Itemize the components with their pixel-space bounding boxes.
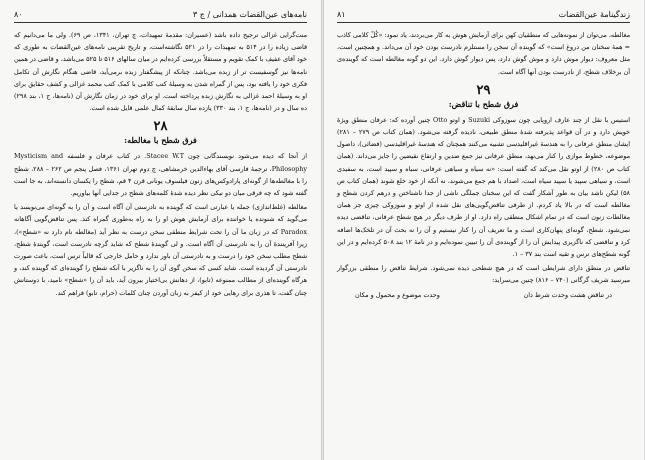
section-title: فرق شطح با مغالطه: [124, 135, 197, 146]
right-page-number: ۸۱ [337, 10, 346, 19]
left-page [0, 0, 322, 460]
book-binding [321, 0, 324, 460]
poem-verse [337, 289, 630, 301]
right-running-title: زندگینامهٔ عین‌القضات [558, 10, 630, 19]
left-paragraph: منت‌گرایی غزالی ترجیح داده باشد (عسیران: مقدمهٔ تمهیدات، چ تهران، ۱۳۴۱، ص ۶۹). ولی ما می‌دانیم که قاضی زیاده را در ۵۱۴ به تمهیدات را در ۵۲۱ نگاشته‌است، و تاریخ تقریبی نامه‌های عین‌القضات به طوری که خود آقای عفیف با کمک تقویم و مستقلاً بررسی کرده‌ایم در میان سالهای ۵۱۶ تا ۵۲۵ می‌باشد، و قاضی در همین نامه‌ها نیز گوسفیست تر از زبده می‌باشد. چنانکه از پیشگفتار زبده برمی‌آید، قاضی هنگام نگارش آن تکامل فکری خود را یافته بود، پس از گمراه شدن به وسیلهٔ کتب کلامی با کمک کتب محمد غزالی و کشف حقایق برای او به وسیلهٔ احمد غزالی به نگارش زبده پرداخته است. او برای خود در زمان نگارش آن (نامه‌ها، ج ۱، بند ۲۹۸) ده سال و در (نامه‌ها، ج ۱، بند ۳۳۰) یازده سال سابقهٔ کمال علمی قایل شده است. [14, 31, 308, 113]
left-paragraph: از آنجا که دیده می‌شود نویسندگانی چون Stacee W.T. در کتاب عرفان و فلسفه Mysticism and Philosophy، ترجمهٔ فارسی آقای بهاءالدین خرمشاهی، چ دوم تهران ۱۳۶۱، فصل پنجم ص ۲۶۲ – ۲۸۸، شطح را با مغالطه‌ها از گونه‌ای پارادوکس‌های زنون فیلسوف یونانی قرن ۴ قم، شطح را یکسان دانسته‌اند، به جا است گفته شود که چه فرقی میان دو نیکی نظر دیده شدهٔ کلمه‌های شطح در جدایی آنها بیاوریم. [14, 152, 307, 198]
right-page-header [337, 10, 630, 23]
section-title: فرق شطح با تناقض: [448, 98, 519, 109]
section-number: ۲۹ [476, 82, 491, 98]
right-paragraph: استیس با نقل از چند عارف اروپایی چون سوزوکی Suzuki و اوتو Otto چنین آورده که: عرفان منطق ویژهٔ خویش دارد و در آن قواعد پذیرفته شدهٔ منطق طبیعی، نادیده گرفته می‌شود. (همان کتاب ص ۲۷۹ – ۲۸۱) ایشان منطق عرفانی را به هندسهٔ غیراقلیدسی تشبیه می‌کنند همچنان که هندسهٔ غیراقلیدسی (فضائی)، داصول موضوعه، خطوط موازی را کنار می‌نهد، منطق عرفانی نیز جمع ضدین و ارتفاع نقیضین را جایز می‌داند. (همان کتاب ص ۲۸۰) از اوتو نقل می‌کند که گفته است: «نه سیاه و سیاهی عرفانی، سیاه و سپید است، به سفیدی است، و سیاهی سپید یا سپید سیاه است، اصداد با هم جمع می‌شوند، نه آنکه از خود خلع شوند (همان کتاب ص ۵۸) لیکن ناشد بیان به طور آشکار گفت که این سخنان جملگی ناشی از جدا ناشناختن و درهم کردن شطح و مغالطه است که در بالا یاد کردم. از طرفی تناقض‌گویی‌های نقل شده از اوتو و سوزوکی چیزی جز همان مغالطات زنون است که در تمام اشکال منطقی راه دارد. او از طرف دیگر در هیچ شطح عرفانی، تناقضی دیده نمی‌شود. شطح، گونه‌ای پنهان‌کاری است و ما تعریف آن را کنار نیستیم و آن را نه بحث آن در تلخک‌ها اضافه کرد و تناقضی که ناگزیری پیدایش آن را از گوینده‌ی آن را تبیین نموده‌ایم و در نامهٔ ۱۲ بند ۵۰۸ کرده‌ایم و در این گونه شطح‌های ترس و تقیه است بند ۳۷ – ۱. [337, 115, 631, 259]
right-paragraph: تناقض در منطق دارای شرایطی است که در هیچ شطحی دیده نمی‌شود. شرایط تناقض را منطقی بزرگوار میرسید شریف گرگانی (۷۴۰ – ۸۱۶) چنین می‌سراید: [337, 264, 630, 285]
poem-hemistich-right: در تناقض هشت وحدت شرط دان [523, 290, 612, 299]
right-page-body [337, 29, 630, 301]
left-page-number: ۸۰ [14, 10, 23, 19]
left-page-body [14, 29, 307, 299]
left-running-title: نامه‌های عین‌القضات همدانی / ج ۳ [192, 10, 307, 19]
left-page-header [14, 10, 307, 23]
poem-hemistich-left: وحدت موضوع و محمول و مکان [355, 290, 440, 299]
section-number: ۲۸ [153, 119, 168, 135]
right-page [322, 0, 644, 460]
left-paragraph: مغالطه (غلط‌اندازی) جمله یا عبارتی است که گوینده به نادرستی آن آگاه است و آن را به گونه‌ای می‌نویسد یا می‌گوید که شنونده یا خواننده برای آزمایش هوش او را به راه به‌طوری گمراه کند. پس تناقض‌گویی آگاهانه Paradox که در زبان ما آن را تحت شرایط منطقی سخن درست به نظر آید (مغالطه نام دارد نه «شطح»)، زیرا آفرینندهٔ آن را به نادرستی آن آگاه است. و لی گویندهٔ شطح که شاید گرچه نادرست است، گویندهٔ شطح، شطح مطلب سخن خود را درست و به نادرستی آن باور ندارد و حامل خارجی که قالباً ترس است، باعث صورت نادرستی آن گردیده است. شاید کسی که سخن گوی آن را به ناگزیر با آنکه شطح را گوینده‌ای که گوینده کند، و هرگاه گوینده‌ای از مطالب ممنوعه (تابو)، از دهانش بی‌اختیار بیرون آید، باید آن را «شطح» نامید، با دوستانش چنان گفت، تا هذری برای رهایی خود از کیفر به زبان آوردن چنان کلمات (حرام، تابو) فراهم کند. [14, 203, 307, 297]
right-paragraph: مغالطه، می‌توان از نمونه‌هایی که منطقیان کهن برای آزمایش هوش به کار می‌بردند، یاد نمود: «کُلّ کلامی کاذب = همهٔ سخنان من دروغ است» که گوینده آن سخن را مستلزم نادرست بودن خود آن می‌داند. و همچنین است، مثل معروف: دیوار موش دارد و موش گوش دارد، پس دیوار گوش دارد. این دو گونه مغالطه است که گوینده‌ی آن برخلاف شطح، از نادرست بودن آنها آگاه است. [337, 31, 630, 76]
